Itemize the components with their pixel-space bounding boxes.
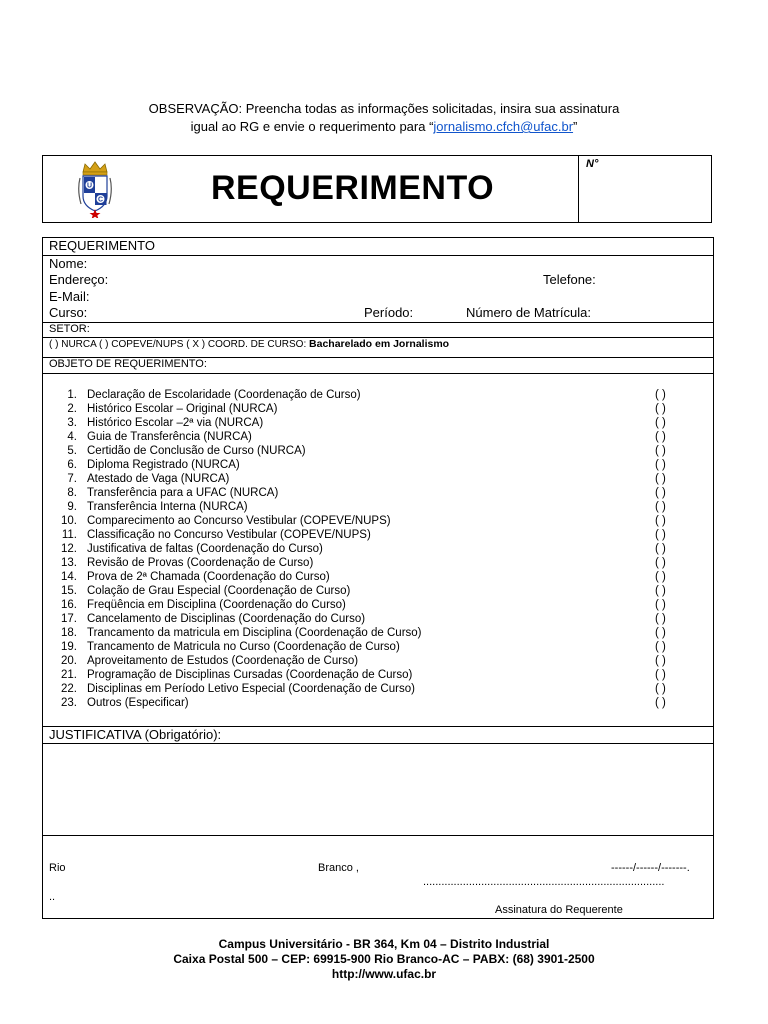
item-number: 17. — [61, 613, 77, 625]
item-number: 16. — [61, 599, 77, 611]
request-item — [43, 626, 713, 640]
item-number: 21. — [61, 669, 77, 681]
item-checkbox[interactable]: ( ) — [655, 571, 666, 583]
request-form — [42, 237, 714, 919]
justificativa-textarea[interactable] — [43, 744, 713, 834]
item-number: 9. — [67, 501, 77, 513]
curso-field[interactable]: Curso: — [49, 305, 88, 320]
request-item — [43, 696, 713, 710]
request-item — [43, 612, 713, 626]
request-item — [43, 458, 713, 472]
page-title: REQUERIMENTO — [211, 169, 495, 207]
item-number: 19. — [61, 641, 77, 653]
item-label: Histórico Escolar – Original (NURCA) — [87, 403, 278, 415]
item-number: 7. — [67, 473, 77, 485]
item-checkbox[interactable]: ( ) — [655, 585, 666, 597]
item-label: Outros (Especificar) — [87, 697, 189, 709]
signature-label: Assinatura do Requerente — [495, 904, 623, 916]
item-number: 13. — [61, 557, 77, 569]
branco-label: Branco , — [318, 862, 359, 874]
item-checkbox[interactable]: ( ) — [655, 459, 666, 471]
item-label: Classificação no Concurso Vestibular (COPEVE/NUPS) — [87, 529, 371, 541]
nome-field[interactable]: Nome: — [49, 256, 88, 271]
item-number: 12. — [61, 543, 77, 555]
item-label: Transferência Interna (NURCA) — [87, 501, 248, 513]
item-label: Diploma Registrado (NURCA) — [87, 459, 240, 471]
item-label: Trancamento da matricula em Disciplina (Coordenação de Curso) — [87, 627, 422, 639]
item-checkbox[interactable]: ( ) — [655, 627, 666, 639]
number-box-divider — [578, 156, 579, 222]
item-number: 14. — [61, 571, 77, 583]
item-number: 6. — [67, 459, 77, 471]
setor-course: Bacharelado em Jornalismo — [309, 338, 450, 350]
item-number: 18. — [61, 627, 77, 639]
item-label: Atestado de Vaga (NURCA) — [87, 473, 230, 485]
request-item — [43, 584, 713, 598]
item-number: 15. — [61, 585, 77, 597]
setor-options[interactable]: ( ) NURCA ( ) COPEVE/NUPS ( X ) COORD. DE CURSO: Bacharelado em Jornalismo — [49, 338, 450, 350]
item-number: 2. — [67, 403, 77, 415]
item-number: 11. — [61, 529, 77, 541]
periodo-field[interactable]: Período: — [364, 305, 414, 320]
divider — [43, 322, 713, 323]
email-link[interactable]: jornalismo.cfch@ufac.br — [433, 119, 574, 134]
dots: .. — [49, 891, 56, 903]
request-item — [43, 640, 713, 654]
request-item — [43, 654, 713, 668]
ufac-logo-icon — [77, 160, 113, 218]
signature-line[interactable]: ............................................................................... — [423, 876, 665, 888]
item-checkbox[interactable]: ( ) — [655, 655, 666, 667]
divider — [43, 835, 713, 836]
request-item — [43, 416, 713, 430]
item-label: Comparecimento ao Concurso Vestibular (COPEVE/NUPS) — [87, 515, 391, 527]
logo-letter-c: C — [97, 196, 104, 204]
divider — [43, 373, 713, 374]
item-checkbox[interactable]: ( ) — [655, 501, 666, 513]
request-item — [43, 486, 713, 500]
request-item — [43, 668, 713, 682]
item-number: 10. — [61, 515, 77, 527]
endereco-field[interactable]: Endereço: — [49, 272, 109, 287]
request-item — [43, 444, 713, 458]
header-box — [42, 155, 712, 223]
item-checkbox[interactable]: ( ) — [655, 431, 666, 443]
objeto-label: OBJETO DE REQUERIMENTO: — [49, 358, 207, 370]
request-item — [43, 528, 713, 542]
item-number: 23. — [61, 697, 77, 709]
item-label: Declaração de Escolaridade (Coordenação de Curso) — [87, 389, 361, 401]
item-checkbox[interactable]: ( ) — [655, 417, 666, 429]
request-item — [43, 556, 713, 570]
request-item — [43, 598, 713, 612]
rio-label: Rio — [49, 862, 66, 874]
item-label: Prova de 2ª Chamada (Coordenação do Curso) — [87, 571, 330, 583]
request-item — [43, 388, 713, 402]
item-number: 22. — [61, 683, 77, 695]
item-number: 4. — [67, 431, 77, 443]
request-item — [43, 570, 713, 584]
item-checkbox[interactable]: ( ) — [655, 543, 666, 555]
matricula-field[interactable]: Número de Matrícula: — [466, 305, 591, 320]
item-label: Guia de Transferência (NURCA) — [87, 431, 252, 443]
item-number: 8. — [67, 487, 77, 499]
item-checkbox[interactable]: ( ) — [655, 529, 666, 541]
item-label: Colação de Grau Especial (Coordenação de Curso) — [87, 585, 351, 597]
request-item — [43, 542, 713, 556]
item-checkbox[interactable]: ( ) — [655, 515, 666, 527]
item-number: 1. — [67, 389, 77, 401]
item-checkbox[interactable]: ( ) — [655, 697, 666, 709]
instruction-line-1: OBSERVAÇÃO: Preencha todas as informações solicitadas, insira sua assinatura — [148, 101, 620, 116]
request-item — [43, 514, 713, 528]
item-label: Transferência para a UFAC (NURCA) — [87, 487, 279, 499]
request-item — [43, 682, 713, 696]
item-label: Disciplinas em Período Letivo Especial (Coordenação de Curso) — [87, 683, 415, 695]
item-label: Trancamento de Matricula no Curso (Coordenação de Curso) — [87, 641, 400, 653]
item-label: Aproveitamento de Estudos (Coordenação de Curso) — [87, 655, 359, 667]
logo-letter-u: U — [86, 182, 93, 190]
item-checkbox[interactable]: ( ) — [655, 669, 666, 681]
justificativa-label: JUSTIFICATIVA (Obrigatório): — [49, 727, 222, 742]
item-checkbox[interactable]: ( ) — [655, 613, 666, 625]
divider — [43, 255, 713, 256]
email-field[interactable]: E-Mail: — [49, 289, 90, 304]
footer-address: Campus Universitário - BR 364, Km 04 – Distrito Industrial — [218, 937, 550, 951]
date-field[interactable]: ------/------/-------. — [611, 862, 690, 874]
instruction-line-2: igual ao RG e envie o requerimento para “jornalismo.cfch@ufac.br” — [190, 119, 578, 134]
item-label: Cancelamento de Disciplinas (Coordenação do Curso) — [87, 613, 366, 625]
item-checkbox[interactable]: ( ) — [655, 389, 666, 401]
item-number: 5. — [67, 445, 77, 457]
footer-website: http://www.ufac.br — [331, 967, 437, 981]
item-label: Certidão de Conclusão de Curso (NURCA) — [87, 445, 306, 457]
item-checkbox[interactable]: ( ) — [655, 473, 666, 485]
item-checkbox[interactable]: ( ) — [655, 599, 666, 611]
item-checkbox[interactable]: ( ) — [655, 445, 666, 457]
number-label: N° — [586, 158, 599, 170]
item-label: Histórico Escolar –2ª via (NURCA) — [87, 417, 264, 429]
footer-contact: Caixa Postal 500 – CEP: 69915-900 Rio Branco-AC – PABX: (68) 3901-2500 — [173, 952, 595, 966]
item-checkbox[interactable]: ( ) — [655, 403, 666, 415]
item-label: Revisão de Provas (Coordenação de Curso) — [87, 557, 314, 569]
telefone-field[interactable]: Telefone: — [543, 272, 596, 287]
setor-label: SETOR: — [49, 323, 90, 335]
item-checkbox[interactable]: ( ) — [655, 487, 666, 499]
item-label: Freqüência em Disciplina (Coordenação do Curso) — [87, 599, 346, 611]
item-checkbox[interactable]: ( ) — [655, 641, 666, 653]
item-label: Justificativa de faltas (Coordenação do Curso) — [87, 543, 323, 555]
item-checkbox[interactable]: ( ) — [655, 557, 666, 569]
request-item — [43, 402, 713, 416]
item-number: 20. — [61, 655, 77, 667]
request-item — [43, 500, 713, 514]
item-checkbox[interactable]: ( ) — [655, 683, 666, 695]
item-label: Programação de Disciplinas Cursadas (Coordenação de Curso) — [87, 669, 413, 681]
item-number: 3. — [67, 417, 77, 429]
section-title: REQUERIMENTO — [49, 238, 155, 253]
request-item — [43, 472, 713, 486]
request-item — [43, 430, 713, 444]
